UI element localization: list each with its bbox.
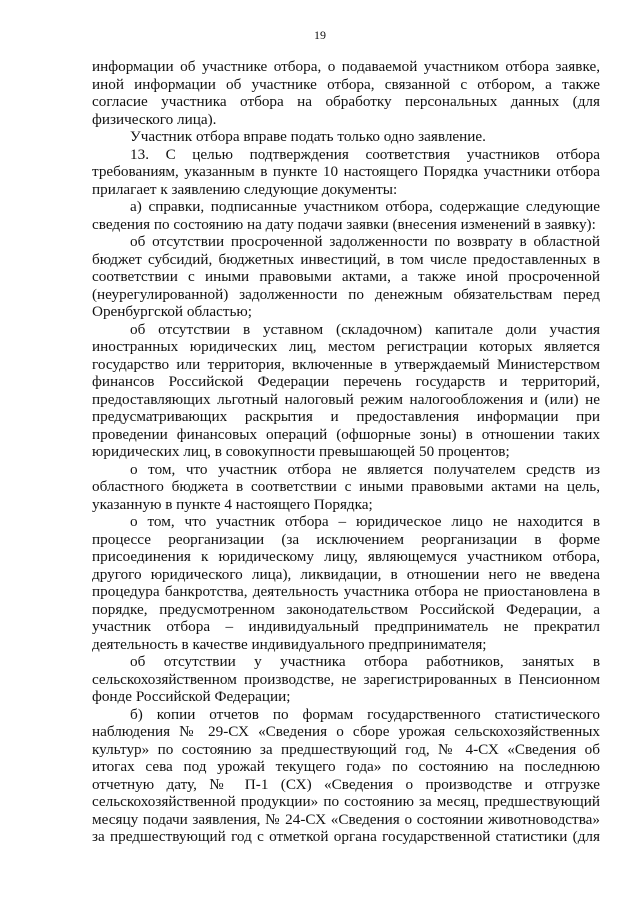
- text-line: (неурегулированной) задолженности по денежным обязательствам перед: [92, 285, 600, 303]
- text-line: Участник отбора вправе подать только одно заявление.: [130, 128, 486, 145]
- page-number: 19: [314, 28, 326, 42]
- text-line: процедура банкротства, деятельность участника отбора не приостановлена в: [92, 583, 600, 600]
- document-body: [92, 58, 600, 846]
- text-line: сельскохозяйственной продукции» по состоянию за месяц, предшествующий: [92, 793, 600, 810]
- text-line: об отсутствии просроченной задолженности по возврату в областной: [130, 233, 600, 250]
- text-line: о том, что участник отбора не является получателем средств из: [130, 460, 600, 478]
- text-line: процессе реорганизации (за исключением реорганизации в форме: [92, 530, 600, 548]
- text-line: финансов Российской Федерации перечень государств и территорий,: [92, 373, 600, 390]
- text-line: порядке, предусмотренном законодательством Российской Федерации, а: [92, 600, 600, 618]
- text-line: итогах сева под урожай текущего года» по состоянию на последнюю: [92, 758, 600, 775]
- text-line: информации об участнике отбора, о подаваемой участником отбора заявке,: [92, 58, 600, 75]
- text-line: об отсутствии у участника отбора работников, занятых в: [130, 653, 600, 670]
- text-line: согласие участника отбора на обработку персональных данных (для: [92, 93, 600, 110]
- text-line: указанную в пункте 4 настоящего Порядка;: [92, 495, 373, 513]
- text-line: за предшествующий год с отметкой органа государственной статистики (для: [92, 828, 600, 845]
- text-line: об отсутствии в уставном (складочном) капитале доли участия: [130, 320, 600, 338]
- text-line: областного бюджета в соответствии с иными правовыми актами на цель,: [92, 478, 600, 495]
- text-line: 13. С целью подтверждения соответствия участников отбора: [130, 145, 600, 163]
- text-line: сельскохозяйственном производстве, не зарегистрированных в Пенсионном: [92, 670, 600, 688]
- text-line: юридических лиц, в совокупности превышающей 50 процентов;: [92, 443, 510, 460]
- text-line: б) копии отчетов по формам государственного статистического: [130, 705, 600, 723]
- text-line: физического лица).: [92, 110, 217, 128]
- text-line: проведении финансовых операций (офшорные зоны) в отношении таких: [92, 425, 600, 443]
- text-line: соответствии с иными правовыми актами, а также иной просроченной: [92, 268, 600, 285]
- text-line: другого юридического лица), ликвидации, в отношении него не введена: [92, 565, 600, 583]
- text-line: государство или территория, включенные в утверждаемый Министерством: [92, 355, 600, 373]
- text-line: прилагает к заявлению следующие документы:: [92, 180, 398, 198]
- text-line: отчетную дату, № П-1 (СХ) «Сведения о производстве и отгрузке: [92, 775, 600, 793]
- text-line: иной информации об участнике отбора, связанной с отбором, а также: [92, 75, 600, 93]
- text-line: иностранных юридических лиц, местом регистрации которых является: [92, 338, 600, 355]
- text-line: культур» по состоянию за предшествующий год, № 4-СХ «Сведения об: [92, 740, 600, 758]
- text-line: предусматривающих раскрытия и предоставления информации при: [92, 408, 600, 425]
- text-line: деятельность в качестве индивидуального предпринимателя;: [92, 635, 487, 653]
- text-line: о том, что участник отбора – юридическое лицо не находится в: [130, 513, 600, 530]
- text-line: бюджет субсидий, бюджетных инвестиций, в том числе предоставленных в: [92, 250, 600, 268]
- text-line: месяцу подачи заявления, № 24-СХ «Сведения о состоянии животноводства»: [92, 810, 600, 828]
- text-line: фонде Российской Федерации;: [92, 688, 291, 705]
- text-line: сведения по состоянию на дату подачи заявки (внесения изменений в заявку):: [92, 215, 596, 233]
- text-line: присоединения к юридическому лицу, являющемуся участником отбора,: [92, 548, 600, 565]
- text-line: Оренбургской областью;: [92, 303, 252, 320]
- text-line: участник отбора – индивидуальный предприниматель не прекратил: [92, 618, 600, 635]
- text-line: наблюдения № 29-СХ «Сведения о сборе урожая сельскохозяйственных: [92, 723, 600, 740]
- text-line: требованиям, указанным в пункте 10 настоящего Порядка участники отбора: [92, 163, 600, 180]
- text-line: предоставляющих льготный налоговый режим налогообложения и (или) не: [92, 390, 600, 408]
- text-line: а) справки, подписанные участником отбора, содержащие следующие: [130, 198, 600, 215]
